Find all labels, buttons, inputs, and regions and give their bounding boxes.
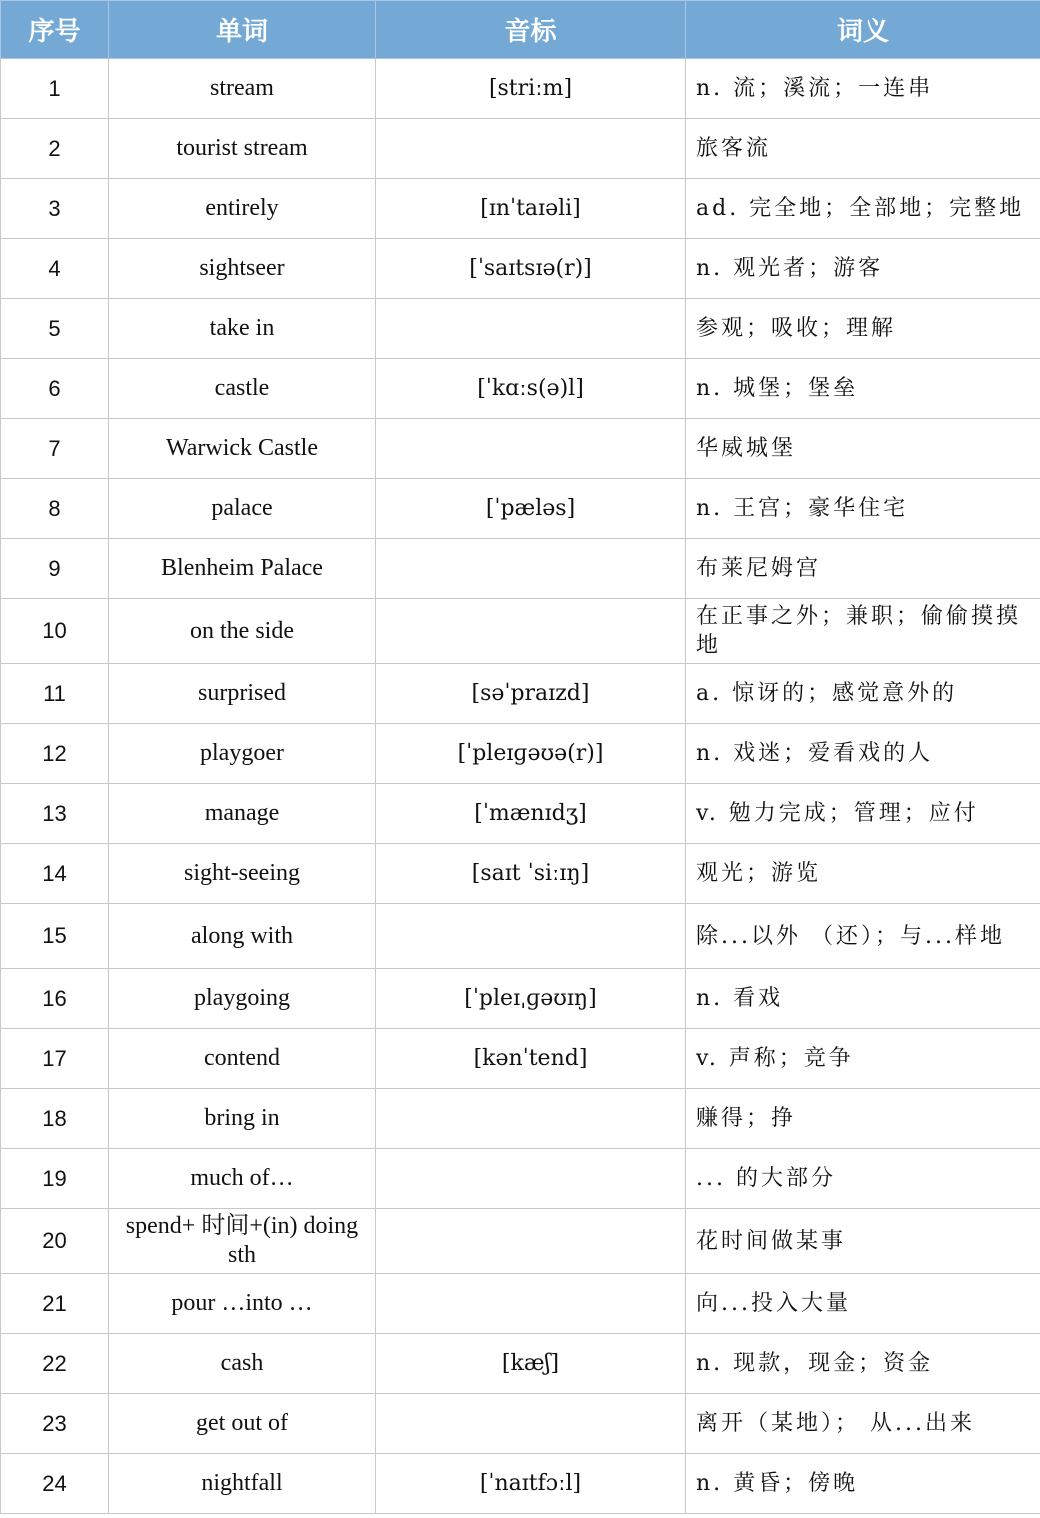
row-number: 18 [1, 1089, 109, 1149]
row-meaning: v. 声称；竞争 [686, 1029, 1040, 1089]
table-row [1, 1454, 1040, 1514]
header-row [1, 1, 1040, 59]
row-meaning: 参观；吸收；理解 [686, 299, 1040, 359]
row-number: 3 [1, 179, 109, 239]
row-phonetic: [ɪnˈtaɪəli] [376, 179, 686, 239]
row-word: Blenheim Palace [109, 539, 376, 599]
row-word: pour …into … [109, 1274, 376, 1334]
row-phonetic [376, 599, 686, 664]
table-row [1, 1149, 1040, 1209]
table-row [1, 179, 1040, 239]
table-row [1, 784, 1040, 844]
row-word: on the side [109, 599, 376, 664]
row-phonetic [376, 1149, 686, 1209]
row-phonetic [376, 1209, 686, 1274]
table-row [1, 359, 1040, 419]
row-meaning: 在正事之外；兼职；偷偷摸摸地 [686, 599, 1040, 664]
table-row [1, 969, 1040, 1029]
table-row [1, 664, 1040, 724]
table-row [1, 1089, 1040, 1149]
row-phonetic [376, 1089, 686, 1149]
row-meaning: 向...投入大量 [686, 1274, 1040, 1334]
row-number: 17 [1, 1029, 109, 1089]
row-phonetic: [ˈpæləs] [376, 479, 686, 539]
row-meaning: n. 观光者；游客 [686, 239, 1040, 299]
table-row [1, 599, 1040, 664]
row-meaning: ... 的大部分 [686, 1149, 1040, 1209]
row-phonetic [376, 904, 686, 969]
row-phonetic: [ˈpleɪɡəʊə(r)] [376, 724, 686, 784]
row-phonetic: [saɪt ˈsiːɪŋ] [376, 844, 686, 904]
row-number: 21 [1, 1274, 109, 1334]
row-phonetic: [səˈpraɪzd] [376, 664, 686, 724]
table-row [1, 239, 1040, 299]
table-row [1, 479, 1040, 539]
table-row [1, 1334, 1040, 1394]
row-number: 13 [1, 784, 109, 844]
row-number: 9 [1, 539, 109, 599]
row-number: 11 [1, 664, 109, 724]
row-meaning: 除...以外 （还）；与...样地 [686, 904, 1040, 969]
row-number: 16 [1, 969, 109, 1029]
row-word: sight-seeing [109, 844, 376, 904]
row-number: 19 [1, 1149, 109, 1209]
row-word: take in [109, 299, 376, 359]
row-meaning: n. 流；溪流；一连串 [686, 59, 1040, 119]
row-phonetic: [ˈnaɪtfɔːl] [376, 1454, 686, 1514]
row-number: 6 [1, 359, 109, 419]
row-meaning: n. 王宫；豪华住宅 [686, 479, 1040, 539]
row-word: entirely [109, 179, 376, 239]
row-word: playgoing [109, 969, 376, 1029]
row-number: 23 [1, 1394, 109, 1454]
row-phonetic [376, 419, 686, 479]
row-word: spend+ 时间+(in) doing sth [109, 1209, 376, 1274]
row-phonetic: [kæʃ] [376, 1334, 686, 1394]
table-row [1, 904, 1040, 969]
row-number: 5 [1, 299, 109, 359]
row-word: Warwick Castle [109, 419, 376, 479]
table-row [1, 1394, 1040, 1454]
table-row [1, 299, 1040, 359]
row-word: bring in [109, 1089, 376, 1149]
row-number: 15 [1, 904, 109, 969]
row-word: along with [109, 904, 376, 969]
header-meaning: 词义 [686, 1, 1040, 59]
row-phonetic: [ˈmænɪdʒ] [376, 784, 686, 844]
row-phonetic [376, 299, 686, 359]
row-number: 2 [1, 119, 109, 179]
row-meaning: n. 戏迷；爱看戏的人 [686, 724, 1040, 784]
table-row [1, 1209, 1040, 1274]
row-word: get out of [109, 1394, 376, 1454]
row-number: 22 [1, 1334, 109, 1394]
row-meaning: 花时间做某事 [686, 1209, 1040, 1274]
header-word: 单词 [109, 1, 376, 59]
row-meaning: 观光；游览 [686, 844, 1040, 904]
row-word: manage [109, 784, 376, 844]
row-meaning: n. 现款，现金；资金 [686, 1334, 1040, 1394]
row-word: tourist stream [109, 119, 376, 179]
row-phonetic: [striːm] [376, 59, 686, 119]
row-number: 4 [1, 239, 109, 299]
table-body [1, 59, 1040, 1514]
table-header [1, 1, 1040, 59]
row-meaning: n. 城堡；堡垒 [686, 359, 1040, 419]
row-word: palace [109, 479, 376, 539]
table-row [1, 1274, 1040, 1334]
row-phonetic: [kənˈtend] [376, 1029, 686, 1089]
row-meaning: 布莱尼姆宫 [686, 539, 1040, 599]
table-row [1, 419, 1040, 479]
row-meaning: n. 黄昏；傍晚 [686, 1454, 1040, 1514]
row-number: 8 [1, 479, 109, 539]
table-row [1, 539, 1040, 599]
row-meaning: 赚得；挣 [686, 1089, 1040, 1149]
row-meaning: 离开（某地）； 从...出来 [686, 1394, 1040, 1454]
row-word: contend [109, 1029, 376, 1089]
row-phonetic: [ˈsaɪtsɪə(r)] [376, 239, 686, 299]
row-number: 7 [1, 419, 109, 479]
row-word: sightseer [109, 239, 376, 299]
row-number: 20 [1, 1209, 109, 1274]
table-row [1, 1029, 1040, 1089]
table-row [1, 119, 1040, 179]
row-meaning: ad. 完全地；全部地；完整地 [686, 179, 1040, 239]
row-phonetic: [ˈkɑːs(ə)l] [376, 359, 686, 419]
row-word: surprised [109, 664, 376, 724]
row-phonetic [376, 1394, 686, 1454]
row-word: stream [109, 59, 376, 119]
row-number: 1 [1, 59, 109, 119]
table-row [1, 844, 1040, 904]
header-phonetic: 音标 [376, 1, 686, 59]
row-phonetic [376, 119, 686, 179]
row-number: 24 [1, 1454, 109, 1514]
table-row [1, 59, 1040, 119]
row-number: 10 [1, 599, 109, 664]
row-word: cash [109, 1334, 376, 1394]
row-phonetic [376, 1274, 686, 1334]
row-word: much of… [109, 1149, 376, 1209]
row-phonetic [376, 539, 686, 599]
row-meaning: 华威城堡 [686, 419, 1040, 479]
row-number: 12 [1, 724, 109, 784]
row-meaning: n. 看戏 [686, 969, 1040, 1029]
row-meaning: 旅客流 [686, 119, 1040, 179]
header-index: 序号 [1, 1, 109, 59]
row-meaning: v. 勉力完成；管理；应付 [686, 784, 1040, 844]
row-phonetic: [ˈpleɪˌɡəʊɪŋ] [376, 969, 686, 1029]
row-word: castle [109, 359, 376, 419]
row-meaning: a. 惊讶的；感觉意外的 [686, 664, 1040, 724]
row-word: nightfall [109, 1454, 376, 1514]
row-number: 14 [1, 844, 109, 904]
table-row [1, 724, 1040, 784]
row-word: playgoer [109, 724, 376, 784]
